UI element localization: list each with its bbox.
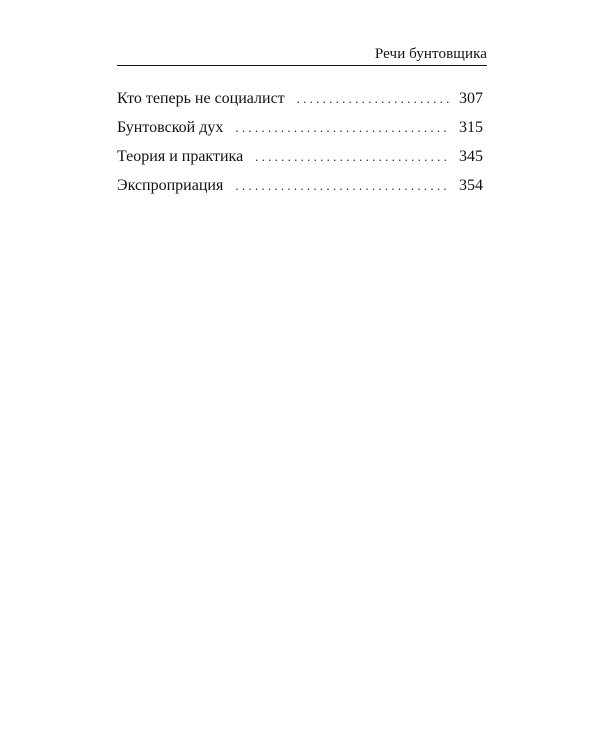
toc-entry-page: 345	[459, 148, 483, 165]
table-of-contents	[117, 86, 483, 202]
toc-entry	[117, 115, 483, 141]
toc-entry-title: Экспроприация	[117, 177, 224, 194]
toc-entry	[117, 144, 483, 170]
toc-entry-title: Кто теперь не социалист	[117, 90, 285, 107]
toc-entry-page: 354	[459, 177, 483, 194]
toc-entry-page: 315	[459, 119, 483, 136]
toc-entry-title: Бунтовской дух	[117, 119, 224, 136]
header-rule	[117, 65, 487, 66]
toc-entry	[117, 173, 483, 199]
toc-dot-leader	[235, 115, 450, 141]
toc-entry-title: Теория и практика	[117, 148, 244, 165]
toc-entry-page: 307	[459, 90, 483, 107]
running-header: Речи бунтовщика	[374, 46, 487, 62]
toc-dot-leader	[255, 144, 450, 170]
toc-entry	[117, 86, 483, 112]
toc-dot-leader	[297, 86, 450, 112]
toc-dot-leader	[235, 173, 450, 199]
